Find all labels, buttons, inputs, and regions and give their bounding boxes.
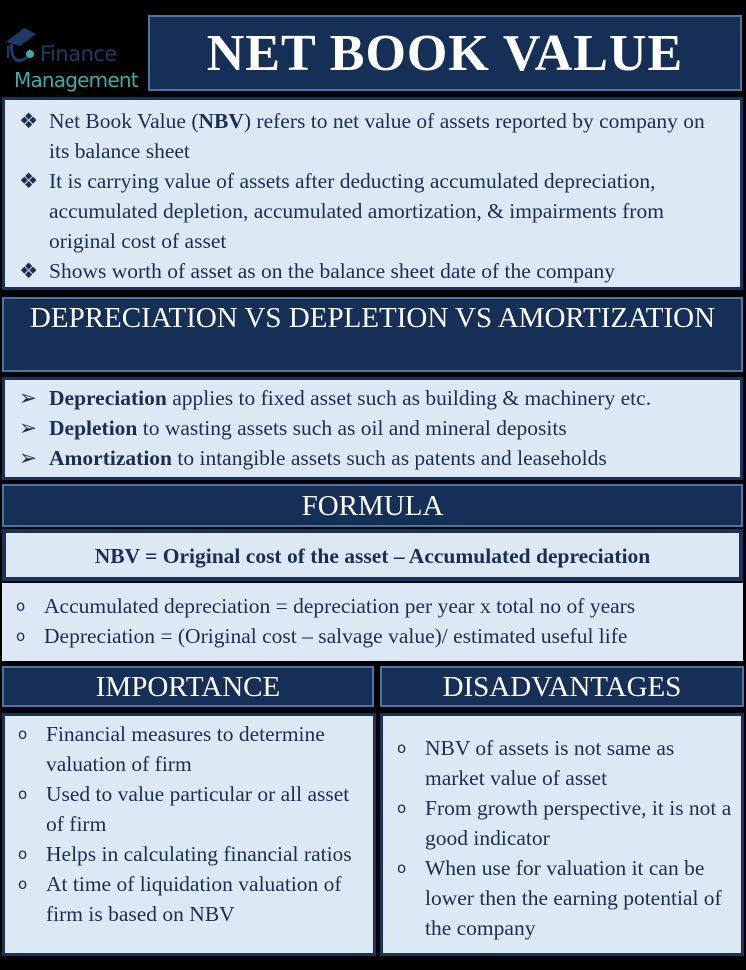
arrow-bullet-icon: ➢ (19, 416, 38, 440)
disadvantages-heading: DISADVANTAGES (380, 666, 744, 707)
circle-bullet-icon: o (16, 597, 26, 615)
list-item: ➢ Depreciation applies to fixed asset such as building & machinery etc. (19, 383, 730, 413)
list-item: ❖ Shows worth of asset as on the balance sheet date of the company (19, 256, 730, 286)
list-item: ➢ Depletion to wasting assets such as oil and mineral deposits (19, 413, 730, 443)
circle-bullet-icon: o (397, 859, 407, 877)
circle-bullet-icon: o (18, 785, 28, 803)
importance-panel (2, 713, 376, 956)
list-item: ❖ It is carrying value of assets after deducting accumulated depreciation, accumulated depletion, accumulated amortization, & impairments from original cost of asset (19, 166, 730, 256)
formula-main: NBV = Original cost of the asset – Accumulated depreciation (2, 529, 743, 581)
graduation-cap-icon (2, 24, 42, 68)
circle-bullet-icon: o (397, 799, 407, 817)
list-item: o Depreciation = (Original cost – salvage value)/ estimated useful life (16, 621, 733, 651)
list-item: o When use for valuation it can be lower then the earning potential of the company (397, 853, 733, 943)
list-item: o Financial measures to determine valuation of firm (18, 719, 365, 779)
circle-bullet-icon: o (16, 627, 26, 645)
disadvantages-panel (380, 713, 744, 956)
list-item: o At time of liquidation valuation of firm is based on NBV (18, 869, 365, 929)
comparison-heading: DEPRECIATION VS DEPLETION VS AMORTIZATION (2, 297, 743, 372)
list-item: ➢ Amortization to intangible assets such as patents and leaseholds (19, 443, 730, 473)
formula-details (2, 583, 743, 661)
logo-text-finance: Finance (40, 42, 117, 66)
comparison-panel (2, 377, 743, 480)
importance-heading: IMPORTANCE (2, 666, 374, 707)
list-item: ❖ Net Book Value (NBV) refers to net value of assets reported by company on its balance sheet (19, 106, 730, 166)
intro-panel (2, 97, 743, 290)
list-item: o NBV of assets is not same as market value of asset (397, 733, 733, 793)
diamond-bullet-icon: ❖ (19, 109, 39, 133)
logo-text-management: Management (14, 68, 138, 92)
diamond-bullet-icon: ❖ (19, 259, 39, 283)
formula-heading: FORMULA (2, 484, 743, 527)
arrow-bullet-icon: ➢ (19, 386, 38, 410)
diamond-bullet-icon: ❖ (19, 169, 39, 193)
list-item: o Accumulated depreciation = depreciation per year x total no of years (16, 591, 733, 621)
page-title: NET BOOK VALUE (148, 15, 742, 91)
list-item: o Helps in calculating financial ratios (18, 839, 365, 869)
list-item: o From growth perspective, it is not a good indicator (397, 793, 733, 853)
circle-bullet-icon: o (18, 845, 28, 863)
circle-bullet-icon: o (18, 875, 28, 893)
circle-bullet-icon: o (397, 739, 407, 757)
arrow-bullet-icon: ➢ (19, 446, 38, 470)
circle-bullet-icon: o (18, 725, 28, 743)
list-item: o Used to value particular or all asset of firm (18, 779, 365, 839)
finance-management-logo (0, 8, 142, 93)
